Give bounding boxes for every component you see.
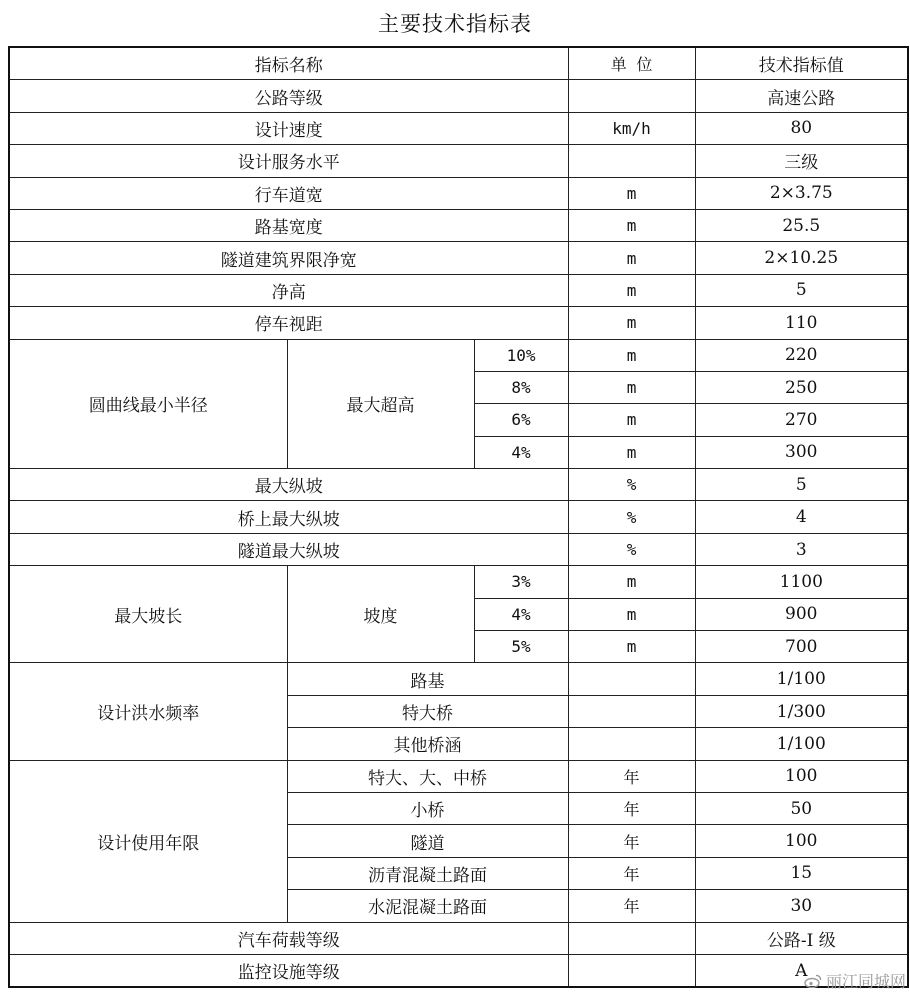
row-sub-label: 4%	[474, 436, 568, 468]
row-unit: km/h	[568, 112, 695, 144]
row-name: 行车道宽	[9, 177, 568, 209]
row-unit: m	[568, 242, 695, 274]
table-row	[9, 533, 908, 565]
table-row	[9, 760, 908, 792]
weibo-logo-icon	[804, 974, 822, 988]
row-sub-label: 3%	[474, 566, 568, 598]
table-row	[9, 209, 908, 241]
row-value: 700	[695, 631, 908, 663]
table-row	[9, 469, 908, 501]
group-name-flood: 设计洪水频率	[9, 663, 287, 760]
row-name: 公路等级	[9, 80, 568, 112]
row-sub-label: 8%	[474, 371, 568, 403]
row-value: 5	[695, 274, 908, 306]
table-row	[9, 501, 908, 533]
table-row	[9, 242, 908, 274]
row-name: 设计服务水平	[9, 145, 568, 177]
row-unit: m	[568, 598, 695, 630]
row-unit	[568, 695, 695, 727]
watermark-text: 丽江同城网	[825, 972, 906, 991]
page-title: 主要技术指标表	[378, 12, 532, 36]
row-value: 220	[695, 339, 908, 371]
row-value: 三级	[695, 145, 908, 177]
row-name: 隧道最大纵坡	[9, 533, 568, 565]
row-value: 50	[695, 792, 908, 824]
row-value: 2×10.25	[695, 242, 908, 274]
table-row	[9, 145, 908, 177]
row-sub-label: 10%	[474, 339, 568, 371]
row-unit	[568, 80, 695, 112]
group-name-service-life: 设计使用年限	[9, 760, 287, 922]
row-name: 设计速度	[9, 112, 568, 144]
table-row	[9, 307, 908, 339]
tech-indicator-table	[8, 46, 909, 988]
header-name: 指标名称	[9, 47, 568, 80]
row-unit: 年	[568, 890, 695, 922]
row-value: A	[695, 954, 908, 987]
row-unit: 年	[568, 825, 695, 857]
row-value: 80	[695, 112, 908, 144]
row-sub-label: 隧道	[287, 825, 568, 857]
row-unit: m	[568, 404, 695, 436]
table-header-row	[9, 47, 908, 80]
table-row	[9, 339, 908, 371]
row-unit: %	[568, 533, 695, 565]
row-unit: 年	[568, 857, 695, 889]
row-unit: %	[568, 469, 695, 501]
row-value: 25.5	[695, 209, 908, 241]
row-unit: m	[568, 307, 695, 339]
row-unit	[568, 728, 695, 760]
row-unit	[568, 954, 695, 987]
row-value: 高速公路	[695, 80, 908, 112]
row-unit	[568, 663, 695, 695]
row-value: 公路-I 级	[695, 922, 908, 954]
row-value: 1100	[695, 566, 908, 598]
row-value: 3	[695, 533, 908, 565]
row-name: 监控设施等级	[9, 954, 568, 987]
row-unit: m	[568, 209, 695, 241]
row-name: 隧道建筑界限净宽	[9, 242, 568, 274]
table-row	[9, 922, 908, 954]
table-row	[9, 566, 908, 598]
row-sub-label: 沥青混凝土路面	[287, 857, 568, 889]
row-sub-label: 4%	[474, 598, 568, 630]
row-value: 270	[695, 404, 908, 436]
row-sub-label: 水泥混凝土路面	[287, 890, 568, 922]
row-unit: m	[568, 631, 695, 663]
row-value: 100	[695, 760, 908, 792]
subgroup-name-superelevation: 最大超高	[287, 339, 474, 469]
row-value: 250	[695, 371, 908, 403]
row-value: 1/100	[695, 663, 908, 695]
watermark	[804, 969, 906, 992]
row-unit: m	[568, 566, 695, 598]
row-sub-label: 路基	[287, 663, 568, 695]
row-unit	[568, 145, 695, 177]
row-sub-label: 其他桥涵	[287, 728, 568, 760]
row-name: 汽车荷载等级	[9, 922, 568, 954]
row-value: 900	[695, 598, 908, 630]
row-value: 1/100	[695, 728, 908, 760]
group-name-slope-length: 最大坡长	[9, 566, 287, 663]
row-unit	[568, 922, 695, 954]
row-sub-label: 6%	[474, 404, 568, 436]
row-unit: %	[568, 501, 695, 533]
row-name: 最大纵坡	[9, 469, 568, 501]
row-sub-label: 特大、大、中桥	[287, 760, 568, 792]
row-unit: m	[568, 436, 695, 468]
row-sub-label: 小桥	[287, 792, 568, 824]
row-name: 路基宽度	[9, 209, 568, 241]
table-row	[9, 954, 908, 987]
row-unit: 年	[568, 792, 695, 824]
table-row	[9, 112, 908, 144]
row-value: 2×3.75	[695, 177, 908, 209]
row-unit: m	[568, 177, 695, 209]
row-value: 100	[695, 825, 908, 857]
subgroup-name-grade: 坡度	[287, 566, 474, 663]
row-unit: m	[568, 371, 695, 403]
row-unit: m	[568, 339, 695, 371]
header-value: 技术指标值	[695, 47, 908, 80]
row-value: 300	[695, 436, 908, 468]
row-name: 停车视距	[9, 307, 568, 339]
row-name: 净高	[9, 274, 568, 306]
row-value: 15	[695, 857, 908, 889]
row-name: 桥上最大纵坡	[9, 501, 568, 533]
row-unit: 年	[568, 760, 695, 792]
row-value: 110	[695, 307, 908, 339]
header-unit: 单 位	[568, 47, 695, 80]
row-value: 5	[695, 469, 908, 501]
table-row	[9, 177, 908, 209]
row-value: 30	[695, 890, 908, 922]
row-value: 1/300	[695, 695, 908, 727]
table-row	[9, 274, 908, 306]
table-row	[9, 80, 908, 112]
table-row	[9, 663, 908, 695]
row-sub-label: 5%	[474, 631, 568, 663]
row-value: 4	[695, 501, 908, 533]
row-unit: m	[568, 274, 695, 306]
group-name-curve: 圆曲线最小半径	[9, 339, 287, 469]
row-sub-label: 特大桥	[287, 695, 568, 727]
